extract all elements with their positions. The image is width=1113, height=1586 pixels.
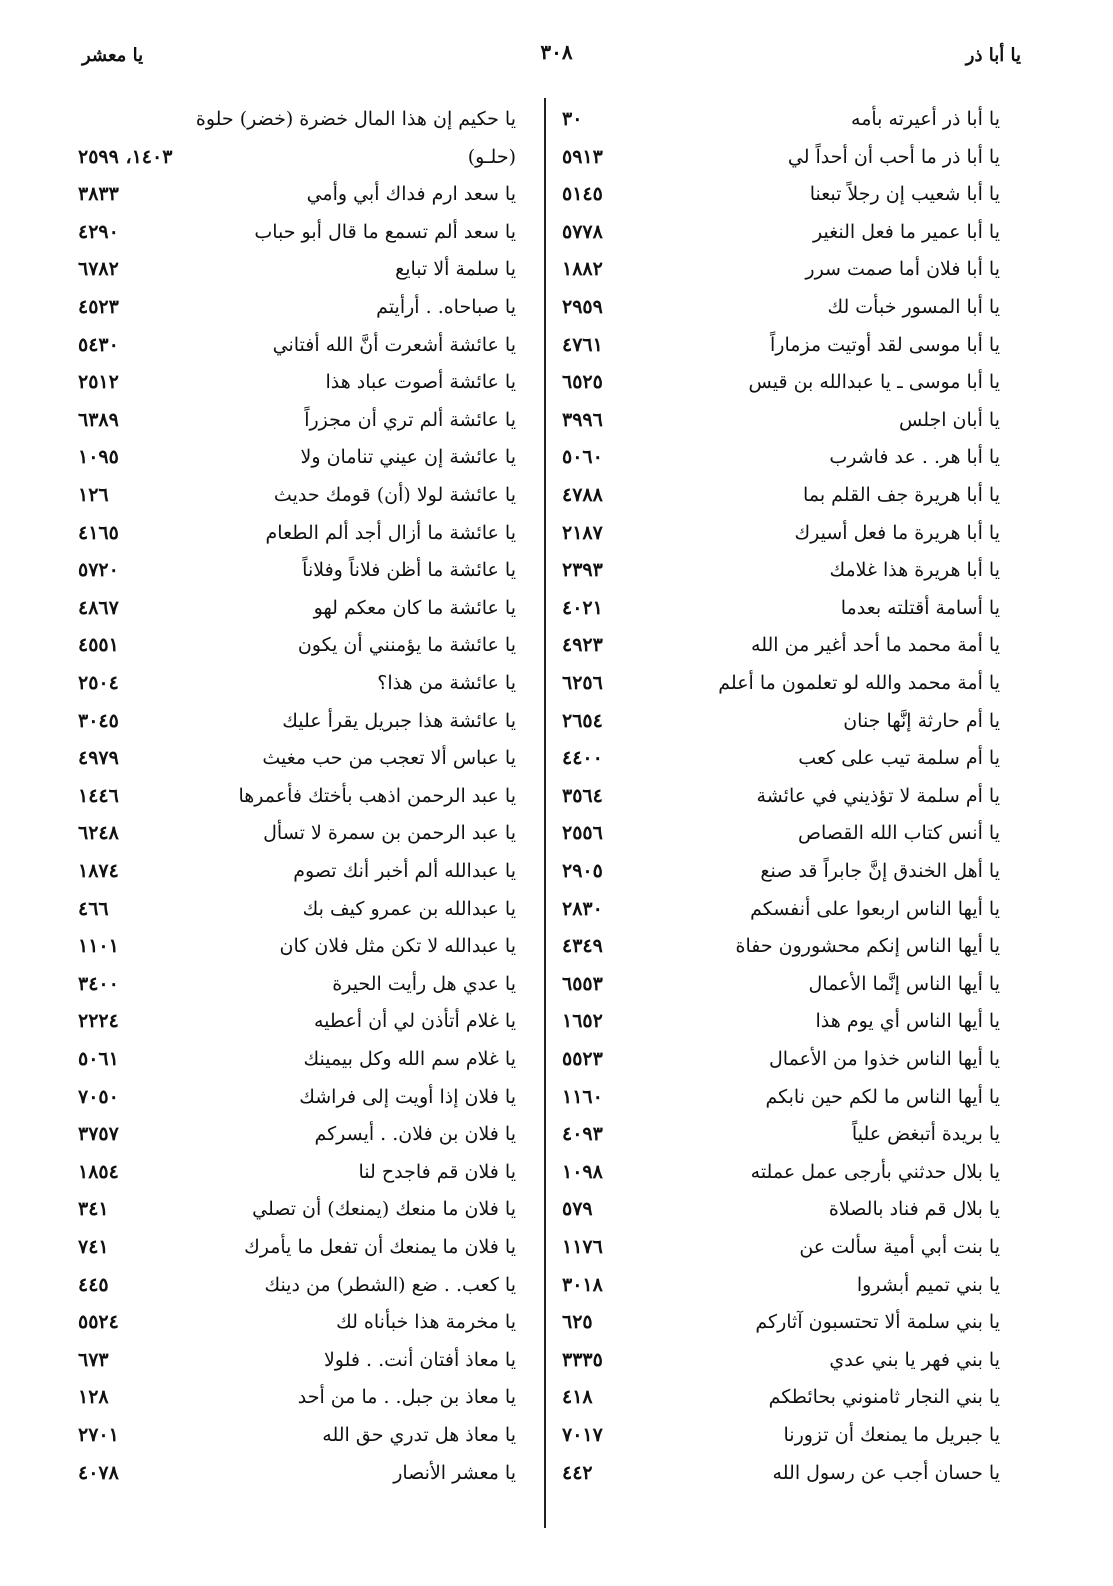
- entry-text: يا عائشة ما أظن فلاناً وفلاناً: [302, 559, 516, 582]
- index-entry: [72, 401, 532, 439]
- entry-text: يا أبا هر. . عد فاشرب: [829, 446, 1000, 469]
- entry-text: يا فلان قم فاجدح لنا: [358, 1160, 516, 1183]
- column-divider: [544, 98, 546, 1528]
- index-entry: [72, 213, 532, 251]
- index-entry: [72, 1416, 532, 1454]
- entry-text: يا سعد ألم تسمع ما قال أبو حباب: [254, 220, 516, 243]
- entry-number: ٣٠٤٥: [78, 709, 119, 732]
- running-header-right: يا أبا ذر: [965, 45, 1021, 66]
- entry-number: ٦٢٥: [562, 1311, 593, 1334]
- index-entry: [556, 626, 1016, 664]
- entry-text: يا بلال قم فناد بالصلاة: [828, 1198, 1000, 1221]
- page-number: ٣٠٨: [540, 40, 573, 64]
- entry-text: يا أيها الناس ما لكم حين نابكم: [765, 1085, 1000, 1108]
- index-entry: [556, 739, 1016, 777]
- entry-text: يا أنس كتاب الله القصاص: [798, 822, 1000, 845]
- entry-text: يا معاذ بن جبل. . ما من أحد: [297, 1386, 516, 1409]
- entry-text: يا أبا موسى لقد أوتيت مزماراً: [770, 333, 1000, 356]
- entry-number: ٦٢٤٨: [78, 822, 119, 845]
- entry-text: يا أيها الناس اربعوا على أنفسكم: [750, 897, 1000, 920]
- entry-number: ٤١٨: [562, 1386, 593, 1409]
- index-entry: [556, 1040, 1016, 1078]
- index-entry: [556, 1190, 1016, 1228]
- entry-number: ٦٥٢٥: [562, 371, 603, 394]
- entry-text: يا أسامة أقتلته بعدما: [840, 596, 1000, 619]
- entry-number: ٣٤١: [78, 1198, 109, 1221]
- entry-number: ٦٧٣: [78, 1348, 109, 1371]
- index-entry: [556, 1341, 1016, 1379]
- index-entry: [72, 1228, 532, 1266]
- entry-text: يا بني النجار ثامنوني بحائطكم: [768, 1386, 1000, 1409]
- entry-number: ٧٠٥٠: [78, 1085, 119, 1108]
- entry-text: يا عائشة من هذا؟: [377, 672, 516, 694]
- index-entry: [556, 250, 1016, 288]
- entry-number: ٢٥٥٦: [562, 822, 603, 845]
- entry-text: يا أيها الناس أي يوم هذا: [815, 1010, 1000, 1033]
- index-entry: [556, 213, 1016, 251]
- entry-number: ٣٩٩٦: [562, 408, 603, 431]
- index-entry: [72, 664, 532, 702]
- entry-number: ٦٣٨٩: [78, 408, 119, 431]
- entry-text: يا أمة محمد والله لو تعلمون ما أعلم: [718, 672, 1000, 694]
- index-entry: [556, 777, 1016, 815]
- entry-number: ٤٩٧٩: [78, 747, 119, 770]
- index-entry: [556, 927, 1016, 965]
- entry-number: ٤٦٦: [78, 897, 109, 920]
- index-entry: [556, 438, 1016, 476]
- entry-text: يا حسان أجب عن رسول الله: [772, 1461, 1000, 1484]
- entry-number: ٢١٨٧: [562, 521, 603, 544]
- entry-number: ٤٧٦١: [562, 333, 603, 356]
- index-entry: [72, 326, 532, 364]
- entry-text: يا أهل الخندق إنَّ جابراً قد صنع: [760, 860, 1000, 882]
- entry-number: ٣٥٦٤: [562, 784, 603, 807]
- entry-text: يا عائشة إن عيني تنامان ولا: [300, 446, 516, 469]
- entry-number: ٥٥٢٤: [78, 1311, 119, 1334]
- entry-text: يا عباس ألا تعجب من حب مغيث: [262, 747, 516, 770]
- entry-text: يا بني سلمة ألا تحتسبون آثاركم: [755, 1311, 1000, 1334]
- entry-text: يا أبا ذر أعيرته بأمه: [851, 108, 1000, 130]
- entry-text: يا أبان اجلس: [898, 408, 1000, 431]
- index-entry: [556, 551, 1016, 589]
- index-entry: [72, 965, 532, 1003]
- entry-text: يا مخرمة هذا خبأناه لك: [336, 1311, 516, 1334]
- entry-number: ٢٢٢٤: [78, 1010, 119, 1033]
- index-entry: [556, 401, 1016, 439]
- index-column-right: [556, 100, 1016, 1490]
- entry-number: ٣٠: [562, 108, 583, 130]
- entry-number: ١٤٤٦: [78, 784, 119, 807]
- index-entry: [556, 175, 1016, 213]
- entry-text: يا فلان ما يمنعك أن تفعل ما يأمرك: [244, 1236, 516, 1258]
- entry-number: ٥٥٢٣: [562, 1048, 603, 1070]
- index-entry: [556, 1228, 1016, 1266]
- entry-text: يا عائشة هذا جبريل يقرأ عليك: [282, 709, 516, 732]
- entry-number: ٦٧٨٢: [78, 258, 119, 281]
- entry-text: يا عائشة ما أزال أجد ألم الطعام: [265, 521, 516, 544]
- entry-number: ٤٣٤٩: [562, 935, 603, 958]
- entry-text: يا بريدة أتبغض علياً: [851, 1123, 1000, 1146]
- entry-number: ٥٠٦٠: [562, 446, 603, 469]
- entry-number: ١١٠١: [78, 935, 119, 958]
- entry-text: يا معاذ أفتان أنت. . فلولا: [323, 1348, 516, 1371]
- index-entry: [556, 1416, 1016, 1454]
- entry-number: ٤٠٧٨: [78, 1461, 119, 1484]
- entry-text: يا بنت أبي أمية سألت عن: [799, 1236, 1000, 1258]
- entry-text: يا كعب. . ضع (الشطر) من دينك: [264, 1273, 516, 1296]
- entry-text: يا أم سلمة تيب على كعب: [798, 747, 1000, 770]
- index-entry: [556, 1266, 1016, 1304]
- entry-number: ٣٤٠٠: [78, 972, 119, 995]
- index-entry: [72, 1153, 532, 1191]
- entry-number: ٥٧٩: [562, 1198, 593, 1221]
- entry-number: ٢٩٠٥: [562, 860, 603, 882]
- entry-text: يا أبا هريرة جف القلم بما: [803, 484, 1000, 506]
- entry-text: يا غلام أتأذن لي أن أعطيه: [313, 1010, 516, 1033]
- entry-number: ٤٥٥١: [78, 634, 119, 657]
- index-entry: [72, 438, 532, 476]
- entry-text: يا أيها الناس خذوا من الأعمال: [768, 1048, 1000, 1070]
- entry-text: يا أبا هريرة هذا غلامك: [829, 559, 1000, 582]
- index-entry: [556, 514, 1016, 552]
- entry-text: يا معاذ هل تدري حق الله: [322, 1424, 516, 1446]
- entry-text: يا أمة محمد ما أحد أغير من الله: [751, 634, 1000, 657]
- entry-text: يا عائشة أصوت عباد هذا: [325, 371, 516, 394]
- entry-number: ٢٩٥٩: [562, 296, 603, 318]
- index-entry: [72, 363, 532, 401]
- entry-text: يا عائشة ما كان معكم لهو: [313, 596, 516, 619]
- index-entry: [556, 138, 1016, 176]
- entry-text: يا أبا المسور خبأت لك: [827, 296, 1000, 318]
- entry-text: يا عائشة ألم تري أن مجزراً: [304, 408, 516, 431]
- index-entry: [556, 476, 1016, 514]
- index-entry: [72, 1454, 532, 1492]
- entry-number: ٥٤٣٠: [78, 333, 119, 356]
- entry-number: ٤٤٠٠: [562, 747, 603, 770]
- entry-number: ٤٠٩٣: [562, 1123, 603, 1146]
- entry-text: يا فلان إذا أويت إلى فراشك: [299, 1085, 516, 1108]
- entry-text: يا أيها الناس إنَّما الأعمال: [808, 972, 1000, 995]
- index-column-left: [72, 100, 532, 1490]
- entry-text: يا عائشة أشعرت أنَّ الله أفتاني: [272, 333, 516, 356]
- index-entry: [556, 363, 1016, 401]
- entry-number: ٢٦٥٤: [562, 709, 603, 732]
- index-entry: [556, 1378, 1016, 1416]
- entry-text: (حلـو): [467, 145, 516, 168]
- entry-text: يا حكيم إن هذا المال خضرة (خضر) حلوة: [195, 108, 516, 130]
- entry-number: ٤٥٢٣: [78, 296, 119, 318]
- index-entry: [72, 514, 532, 552]
- entry-text: يا سعد ارم فداك أبي وأمي: [306, 183, 516, 206]
- index-entry: [72, 1040, 532, 1078]
- entry-text: يا أبا فلان أما صمت سرر: [805, 258, 1000, 281]
- index-entry: [72, 589, 532, 627]
- index-entry: [72, 927, 532, 965]
- index-entry: [556, 288, 1016, 326]
- running-header-left: يا معشر: [82, 45, 144, 66]
- entry-number: ٤٠٢١: [562, 596, 603, 619]
- entry-number: ٤٩٢٣: [562, 634, 603, 657]
- index-entry: [72, 100, 532, 138]
- index-entry: [556, 589, 1016, 627]
- index-entry: [556, 1115, 1016, 1153]
- index-entry: [556, 1078, 1016, 1116]
- entry-number: ١١٦٠: [562, 1085, 603, 1108]
- entry-number: ١٢٨: [78, 1386, 109, 1409]
- index-entry: [72, 1190, 532, 1228]
- index-entry: [72, 626, 532, 664]
- entry-text: يا عدي هل رأيت الحيرة: [332, 972, 516, 995]
- entry-text: يا عبدالله لا تكن مثل فلان كان: [279, 935, 516, 958]
- entry-text: يا أيها الناس إنكم محشورون حفاة: [735, 935, 1000, 958]
- entry-number: ٣٧٥٧: [78, 1123, 119, 1146]
- entry-number: ٦٢٥٦: [562, 672, 603, 694]
- index-entry: [72, 852, 532, 890]
- index-entry: [72, 250, 532, 288]
- entry-text: يا أبا هريرة ما فعل أسيرك: [794, 521, 1000, 544]
- entry-number: ٤٧٨٨: [562, 484, 603, 506]
- entry-number: ٢٧٠١: [78, 1424, 119, 1446]
- entry-text: يا عبدالله ألم أخبر أنك تصوم: [293, 860, 516, 882]
- index-entry: [72, 814, 532, 852]
- entry-number: ١٠٩٨: [562, 1160, 603, 1183]
- entry-number: ١٢٦: [78, 484, 109, 506]
- index-entry: [72, 1378, 532, 1416]
- entry-number: ٥٧٢٠: [78, 559, 119, 582]
- index-entry: [556, 702, 1016, 740]
- entry-text: يا عائشة لولا (أن) قومك حديث: [273, 484, 516, 506]
- entry-text: يا عبد الرحمن بن سمرة لا تسأل: [263, 822, 516, 845]
- entry-number: ٤٨٦٧: [78, 596, 119, 619]
- index-entry: [72, 702, 532, 740]
- entry-number: ٣٣٣٥: [562, 1348, 603, 1371]
- entry-number: ٢٥١٢: [78, 371, 119, 394]
- entry-number: ١٦٥٢: [562, 1010, 603, 1033]
- index-entry: [556, 1454, 1016, 1492]
- entry-text: يا عائشة ما يؤمنني أن يكون: [297, 634, 516, 657]
- entry-text: يا فلان ما منعك (يمنعك) أن تصلي: [252, 1198, 516, 1221]
- entry-number: ٥٠٦١: [78, 1048, 119, 1070]
- entry-text: يا سلمة ألا تبايع: [395, 258, 516, 281]
- index-entry: [556, 852, 1016, 890]
- entry-text: يا عبدالله بن عمرو كيف بك: [302, 897, 516, 920]
- index-entry: [556, 100, 1016, 138]
- entry-number: ٥١٤٥: [562, 183, 603, 206]
- entry-number: ٥٧٧٨: [562, 220, 603, 243]
- index-entry: [72, 138, 532, 176]
- index-entry: [556, 890, 1016, 928]
- entry-number: ١٤٠٣، ٢٥٩٩: [78, 145, 173, 168]
- entry-text: يا غلام سم الله وكل بيمينك: [303, 1048, 516, 1070]
- index-entry: [556, 814, 1016, 852]
- index-entry: [72, 288, 532, 326]
- entry-number: ٧٤١: [78, 1236, 109, 1258]
- entry-number: ٣٨٣٣: [78, 183, 119, 206]
- entry-text: يا أبا شعيب إن رجلاً تبعنا: [809, 183, 1000, 206]
- entry-number: ٧٠١٧: [562, 1424, 603, 1446]
- entry-text: يا معشر الأنصار: [393, 1461, 516, 1484]
- entry-number: ١٨٧٤: [78, 860, 119, 882]
- entry-text: يا بني فهر يا بني عدي: [829, 1348, 1000, 1371]
- entry-text: يا أبا ذر ما أحب أن أحداً لي: [787, 145, 1000, 168]
- index-entry: [72, 777, 532, 815]
- entry-text: يا أبا عمير ما فعل النغير: [813, 220, 1000, 243]
- index-entry: [556, 1002, 1016, 1040]
- index-entry: [72, 1002, 532, 1040]
- entry-text: يا جبريل ما يمنعك أن تزورنا: [783, 1424, 1000, 1446]
- entry-number: ١٨٨٢: [562, 258, 603, 281]
- index-entry: [72, 551, 532, 589]
- entry-text: يا عبد الرحمن اذهب بأختك فأعمرها: [238, 784, 516, 807]
- entry-number: ٦٥٥٣: [562, 972, 603, 995]
- entry-text: يا بني تميم أبشروا: [856, 1273, 1000, 1296]
- entry-number: ٥٩١٣: [562, 145, 603, 168]
- index-entry: [72, 175, 532, 213]
- entry-number: ١٠٩٥: [78, 446, 119, 469]
- index-entry: [72, 1303, 532, 1341]
- index-entry: [556, 326, 1016, 364]
- entry-number: ٢٥٠٤: [78, 672, 119, 694]
- entry-text: يا بلال حدثني بأرجى عمل عملته: [750, 1160, 1000, 1183]
- entry-number: ١١٧٦: [562, 1236, 603, 1258]
- index-entry: [556, 1153, 1016, 1191]
- index-entry: [72, 1078, 532, 1116]
- entry-number: ١٨٥٤: [78, 1160, 119, 1183]
- entry-number: ٤١٦٥: [78, 521, 119, 544]
- entry-number: ٤٤٢: [562, 1461, 593, 1484]
- index-entry: [556, 664, 1016, 702]
- entry-number: ٣٠١٨: [562, 1273, 603, 1296]
- index-entry: [72, 739, 532, 777]
- index-entry: [72, 890, 532, 928]
- entry-text: يا أم حارثة إنَّها جنان: [843, 709, 1000, 732]
- entry-number: ٤٤٥: [78, 1273, 109, 1296]
- entry-number: ٢٨٣٠: [562, 897, 603, 920]
- entry-number: ٤٢٩٠: [78, 220, 119, 243]
- index-entry: [72, 476, 532, 514]
- index-entry: [72, 1115, 532, 1153]
- entry-number: ٢٣٩٣: [562, 559, 603, 582]
- index-entry: [556, 1303, 1016, 1341]
- index-entry: [72, 1341, 532, 1379]
- index-entry: [556, 965, 1016, 1003]
- entry-text: يا صباحاه. . أرأيتم: [376, 296, 516, 318]
- entry-text: يا أبا موسى ـ يا عبدالله بن قيس: [748, 371, 1000, 394]
- index-entry: [72, 1266, 532, 1304]
- entry-text: يا فلان بن فلان. . أيسركم: [314, 1123, 516, 1146]
- entry-text: يا أم سلمة لا تؤذيني في عائشة: [756, 784, 1000, 807]
